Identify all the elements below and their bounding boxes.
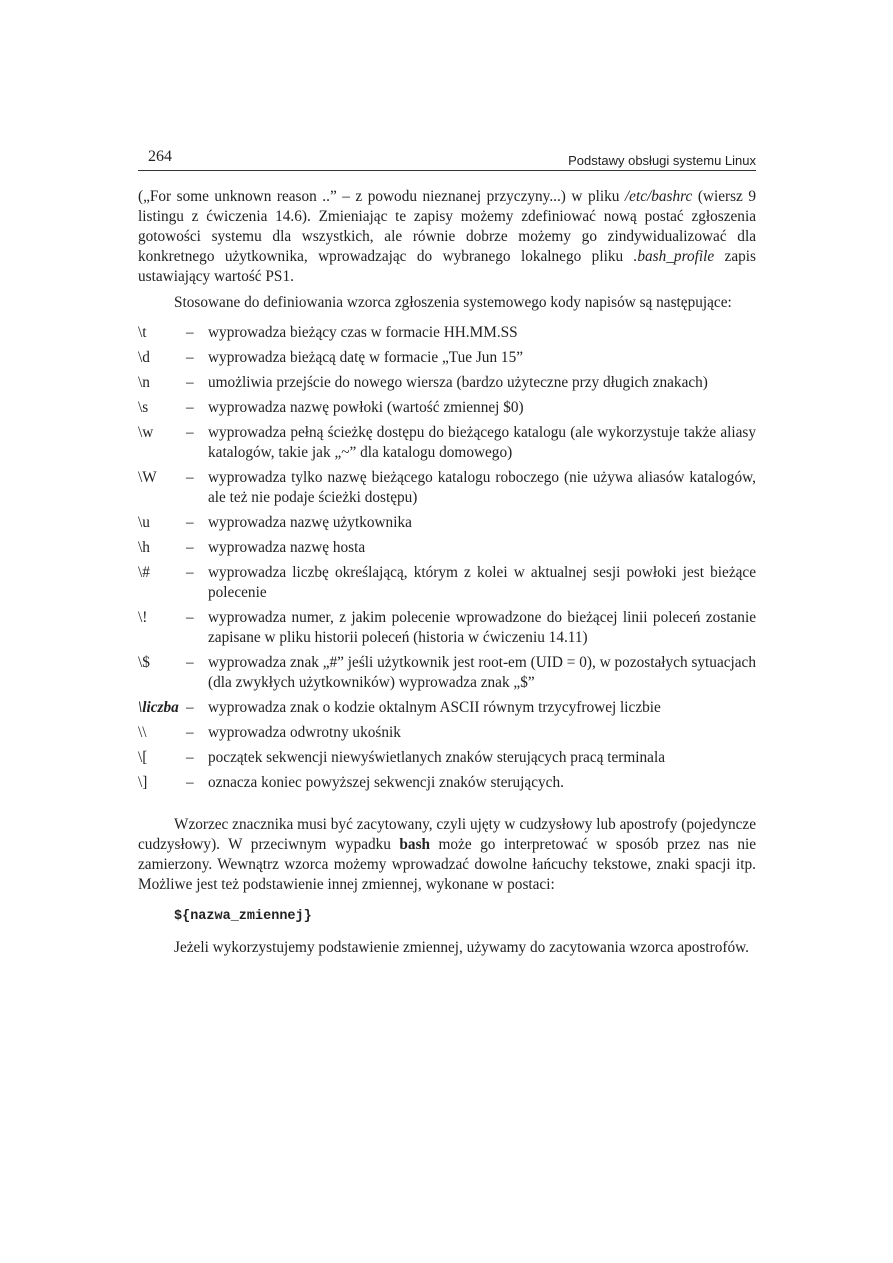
page-number: 264 xyxy=(148,148,172,165)
code-row-u xyxy=(138,513,756,533)
code-symbol: \! xyxy=(138,609,148,626)
code-row-n xyxy=(138,373,756,393)
quoting-text-start: Wzorzec znacznika musi być zacytowany, czyli ujęty w cudzysłowy lub apostrofy (pojedyncze cudzysłowy). W przeciwnym wypadku xyxy=(138,816,756,853)
code-symbol: \n xyxy=(138,374,150,391)
variable-substitution-code: ${nazwa_zmiennej} xyxy=(174,909,312,924)
code-description: początek sekwencji niewyświetlanych znaków sterujących pracą terminala xyxy=(208,749,666,766)
code-symbol: \u xyxy=(138,514,150,531)
code-row-t xyxy=(138,323,756,343)
code-row-s xyxy=(138,398,756,418)
file-reference-bash-profile: .bash_profile xyxy=(633,248,715,265)
dash: – xyxy=(186,699,194,716)
code-row-w xyxy=(138,423,756,463)
code-description: wyprowadza znak o kodzie oktalnym ASCII równym trzycyfrowej liczbie xyxy=(208,699,661,716)
code-symbol: \\ xyxy=(138,724,147,741)
code-row-h xyxy=(138,538,756,558)
code-description: wyprowadza nazwę powłoki (wartość zmiennej $0) xyxy=(208,399,524,416)
intro-text-start: („For some unknown reason ..” – z powodu nieznanej przyczyny...) w pliku xyxy=(138,188,625,205)
intro-text-end: zapis ustawiający wartość PS1. xyxy=(138,248,756,285)
prompt-codes-list xyxy=(138,323,756,793)
code-symbol: \# xyxy=(138,564,150,581)
dash: – xyxy=(186,424,194,441)
closing-paragraph: Jeżeli wykorzystujemy podstawienie zmiennej, używamy do zacytowania wzorca apostrofów. xyxy=(174,939,749,956)
code-row-hash xyxy=(138,563,756,603)
code-description: oznacza koniec powyższej sekwencji znaków sterujących. xyxy=(208,774,564,791)
code-row-open-bracket xyxy=(138,748,756,768)
intro-text-mid: (wiersz 9 listingu z ćwiczenia 14.6). Zmieniając te zapisy możemy zdefiniować nową postać zgłoszenia gotowości systemu dla wszystkich, ale równie dobrze możemy go zindywidualizować dla konkretnego użytkownika, wprowadzając do wybranego lokalnego pliku xyxy=(138,188,756,265)
code-symbol: \W xyxy=(138,469,157,486)
intro-paragraph xyxy=(138,187,756,287)
dash: – xyxy=(186,324,194,341)
dash: – xyxy=(186,564,194,581)
code-row-close-bracket xyxy=(138,773,756,793)
code-symbol: \[ xyxy=(138,749,148,766)
quoting-paragraph xyxy=(138,815,756,895)
code-row-dollar xyxy=(138,653,756,693)
code-description: wyprowadza pełną ścieżkę dostępu do bieżącego katalogu (ale wykorzystuje także aliasy katalogów, takie jak „~” dla katalogu domowego) xyxy=(208,424,756,461)
code-description: umożliwia przejście do nowego wiersza (bardzo użyteczne przy długich znakach) xyxy=(208,374,708,391)
dash: – xyxy=(186,469,194,486)
code-row-d xyxy=(138,348,756,368)
dash: – xyxy=(186,609,194,626)
code-symbol: \w xyxy=(138,424,154,441)
code-description: wyprowadza liczbę określającą, którym z kolei w aktualnej sesji powłoki jest bieżące polecenie xyxy=(208,564,756,601)
code-description: wyprowadza nazwę hosta xyxy=(208,539,366,556)
dash: – xyxy=(186,724,194,741)
code-row-exclamation xyxy=(138,608,756,648)
code-symbol: \t xyxy=(138,324,147,341)
code-row-backslash xyxy=(138,723,756,743)
dash: – xyxy=(186,774,194,791)
code-symbol: \$ xyxy=(138,654,150,671)
running-title: Podstawy obsługi systemu Linux xyxy=(568,153,756,168)
code-description: wyprowadza tylko nazwę bieżącego katalogu roboczego (nie używa aliasów katalogów, ale też nie podaje ścieżki dostępu) xyxy=(208,469,756,506)
book-page xyxy=(138,140,756,958)
code-description: wyprowadza odwrotny ukośnik xyxy=(208,724,401,741)
code-symbol: \d xyxy=(138,349,150,366)
dash: – xyxy=(186,514,194,531)
page-header xyxy=(138,140,756,171)
code-description: wyprowadza bieżący czas w formacie HH.MM.SS xyxy=(208,324,518,341)
code-description: wyprowadza znak „#” jeśli użytkownik jest root-em (UID = 0), w pozostałych sytuacjach (dla zwykłych użytkowników) wyprowadza znak „$” xyxy=(208,654,756,691)
dash: – xyxy=(186,539,194,556)
code-symbol: \liczba xyxy=(138,699,179,716)
bash-keyword: bash xyxy=(399,836,431,853)
code-symbol: \s xyxy=(138,399,149,416)
code-description: wyprowadza numer, z jakim polecenie wprowadzone do bieżącej linii poleceń zostanie zapisane w pliku historii poleceń (historia w ćwiczeniu 14.11) xyxy=(208,609,756,646)
dash: – xyxy=(186,749,194,766)
code-description: wyprowadza nazwę użytkownika xyxy=(208,514,412,531)
code-row-liczba xyxy=(138,698,756,718)
codes-intro-paragraph: Stosowane do definiowania wzorca zgłoszenia systemowego kody napisów są następujące: xyxy=(174,294,732,311)
dash: – xyxy=(186,399,194,416)
dash: – xyxy=(186,654,194,671)
code-symbol: \h xyxy=(138,539,150,556)
code-description: wyprowadza bieżącą datę w formacie „Tue Jun 15” xyxy=(208,349,524,366)
code-row-W-upper xyxy=(138,468,756,508)
quoting-text-end: może go interpretować w sposób przez nas nie zamierzony. Wewnątrz wzorca możemy wprowadzać dowolne łańcuchy tekstowe, znaki spacji itp. Możliwe jest też podstawienie innej zmiennej, wykonane w postaci: xyxy=(138,836,757,893)
dash: – xyxy=(186,374,194,391)
code-symbol: \] xyxy=(138,774,148,791)
dash: – xyxy=(186,349,194,366)
file-reference-bashrc: /etc/bashrc xyxy=(624,188,693,205)
